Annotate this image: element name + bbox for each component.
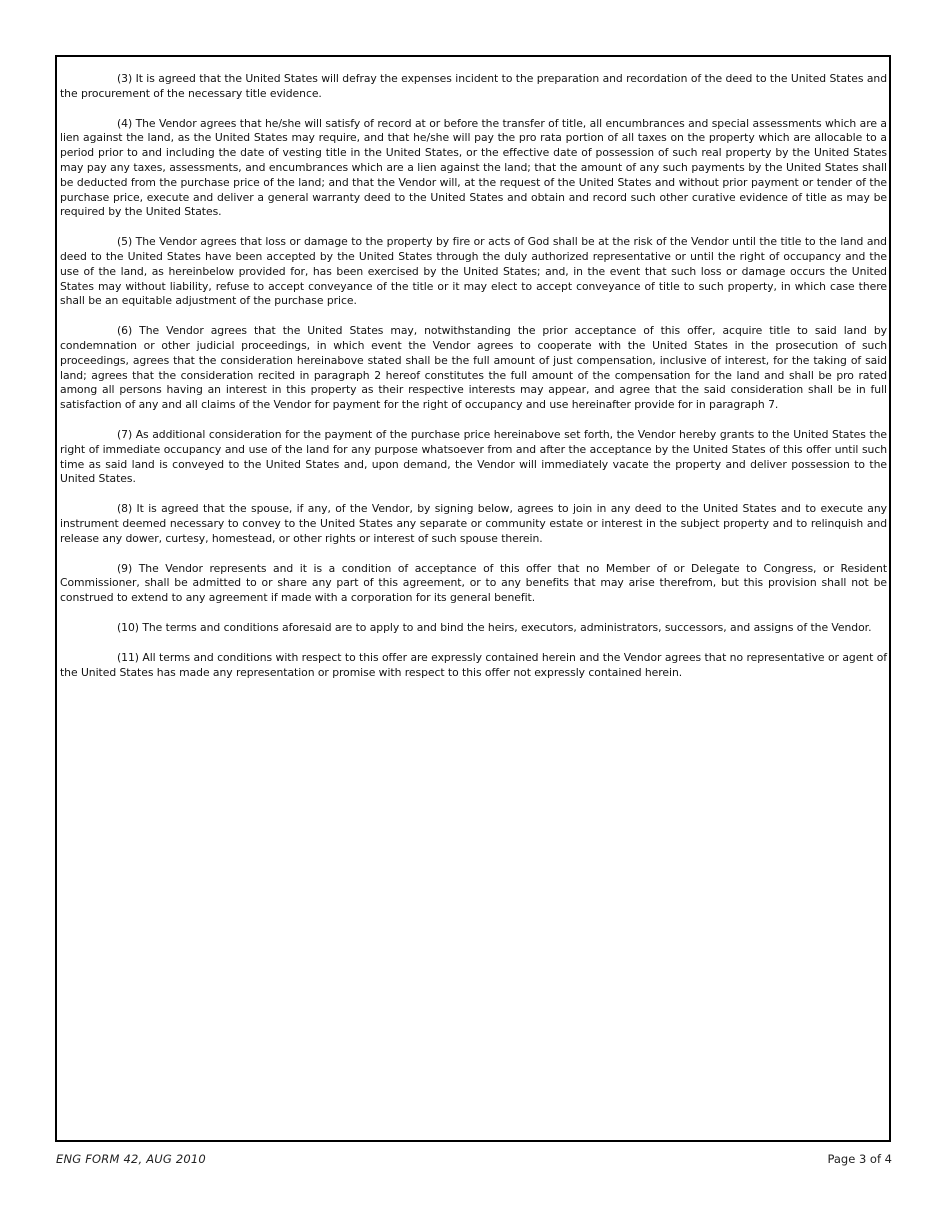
paragraph-4: (4) The Vendor agrees that he/she will satisfy of record at or before the transfer of title, all encumbrances and special assessments which are a lien against the land, as the United States may require, and that he/she will pay the pro rata portion of all taxes on the property which are allocable to a period prior to and including the date of vesting title in the United States, or the effective date of possession of such real property by the United States may pay any taxes, assessments, and encumbrances which are a lien against the land; that the amount of any such payments by the United States shall be deducted from the purchase price of the land; and that the Vendor will, at the request of the United States and without prior payment or tender of the purchase price, execute and deliver a general warranty deed to the United States and obtain and record such other curative evidence of title as may be required by the United States.: [60, 116, 887, 219]
paragraph-8: (8) It is agreed that the spouse, if any, of the Vendor, by signing below, agrees to join in any deed to the United States and to execute any instrument deemed necessary to convey to the United States any separate or community estate or interest in the subject property and to relinquish and release any dower, curtesy, homestead, or other rights or interest of such spouse therein.: [60, 502, 887, 545]
paragraph-6: (6) The Vendor agrees that the United States may, notwithstanding the prior acceptance of this offer, acquire title to said land by condemnation or other judicial proceedings, in which event the Vendor agrees to cooperate with the United States in the prosecution of such proceedings, agrees that the consideration hereinabove stated shall be the full amount of just compensation, inclusive of interest, for the taking of said land; agrees that the consideration recited in paragraph 2 hereof constitutes the full amount of the compensation for the land and shall be pro rated among all persons having an interest in this property as their respective interests may appear, and agree that the said consideration shall be in full satisfaction of any and all claims of the Vendor for payment for the right of occupancy and use hereinafter provide for in paragraph 7.: [60, 324, 887, 412]
paragraph-3: (3) It is agreed that the United States will defray the expenses incident to the preparation and recordation of the deed to the United States and the procurement of the necessary title evidence.: [60, 72, 887, 100]
form-content-box: [55, 55, 891, 1142]
paragraph-7: (7) As additional consideration for the payment of the purchase price hereinabove set forth, the Vendor hereby grants to the United States the right of immediate occupancy and use of the land for any purpose whatsoever from and after the acceptance by the United States of this offer until such time as said land is conveyed to the United States and, upon demand, the Vendor will immediately vacate the property and deliver possession to the United States.: [60, 427, 887, 486]
form-identifier: ENG FORM 42, AUG 2010: [56, 1152, 206, 1166]
paragraph-9: (9) The Vendor represents and it is a condition of acceptance of this offer that no Member of or Delegate to Congress, or Resident Commissioner, shall be admitted to or share any part of this agreement, or to any benefits that may arise therefrom, but this provision shall not be construed to extend to any agreement if made with a corporation for its general benefit.: [60, 561, 887, 605]
paragraph-11: (11) All terms and conditions with respect to this offer are expressly contained herein and the Vendor agrees that no representative or agent of the United States has made any representation or promise with respect to this offer not expressly contained herein.: [60, 650, 887, 679]
page-number: Page 3 of 4: [827, 1152, 892, 1166]
paragraph-10: (10) The terms and conditions aforesaid are to apply to and bind the heirs, executors, administrators, successors, and assigns of the Vendor.: [117, 620, 872, 634]
paragraph-5: (5) The Vendor agrees that loss or damage to the property by fire or acts of God shall be at the risk of the Vendor until the title to the land and deed to the United States have been accepted by the United States through the duly authorized representative or until the right of occupancy and the use of the land, as hereinbelow provided for, has been exercised by the United States; and, in the event that such loss or damage occurs the United States may without liability, refuse to accept conveyance of the title or it may elect to accept conveyance of title to such property, in which case there shall be an equitable adjustment of the purchase price.: [60, 235, 887, 308]
